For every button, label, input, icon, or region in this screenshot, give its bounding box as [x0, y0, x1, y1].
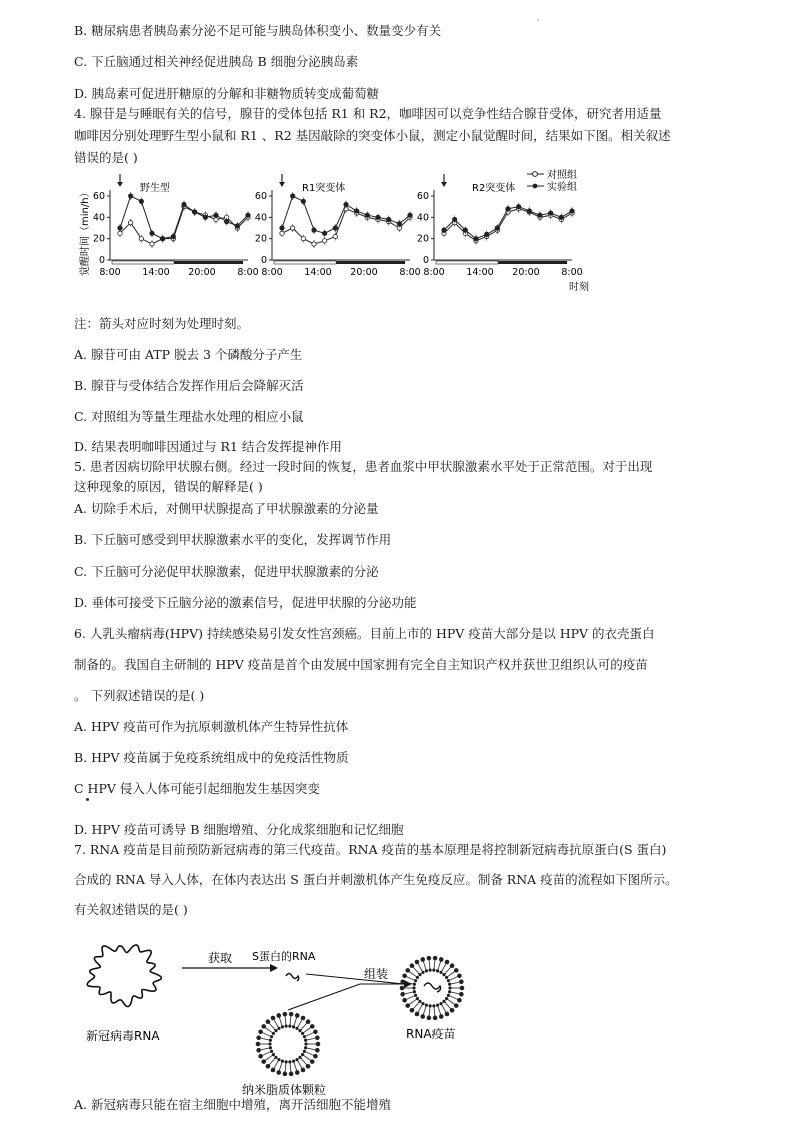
- legend-experiment-marker: [533, 184, 538, 189]
- x-tick-label: 14:00: [466, 267, 494, 278]
- data-point: [506, 207, 510, 211]
- q7-stem-3: 有关叙述错误的是( ): [74, 902, 188, 917]
- y-tick-label: 60: [416, 191, 429, 202]
- data-point: [301, 236, 305, 240]
- q7-option-a: A. 新冠病毒只能在宿主细胞中增殖，离开活细胞不能增殖: [74, 1097, 391, 1112]
- x-tick-label: 8:00: [423, 267, 445, 278]
- lipid-nanoparticle: [256, 1012, 321, 1076]
- q3-option-b: B. 糖尿病患者胰岛素分泌不足可能与胰岛体积变小、数量变少有关: [74, 23, 442, 38]
- x-tick-label: 14:00: [304, 267, 332, 278]
- q6-option-c: C HPV 侵入人体可能引起细胞发生基因突变: [74, 781, 320, 796]
- virus-rna-label: 新冠病毒RNA: [86, 1029, 160, 1043]
- data-point: [474, 236, 478, 240]
- q5-stem-2: 这种现象的原因，错误的解释是( ): [74, 479, 263, 494]
- data-point: [463, 228, 467, 232]
- q5-option-b: B. 下丘脑可感受到甲状腺激素水平的变化，发挥调节作用: [74, 532, 392, 547]
- x-tick-label: 8:00: [237, 267, 259, 278]
- q6-stem-2: 制备的。我国自主研制的 HPV 疫苗是首个由发展中国家拥有完全自主知识产权并获世卫组织认可的疫苗: [74, 657, 648, 672]
- panel-title: R1突变体: [302, 183, 346, 194]
- y-tick-label: 0: [260, 255, 267, 266]
- y-axis-label: 觉醒时间（min/h）: [80, 187, 91, 276]
- assemble-label: 组装: [364, 967, 389, 981]
- y-tick-label: 60: [254, 191, 267, 202]
- data-point: [408, 213, 412, 217]
- q4-stem-2: 咖啡因分别处理野生型小鼠和 R1 、R2 基因敲除的突变体小鼠，测定小鼠觉醒时间，结果如下图。相关叙述: [74, 128, 671, 143]
- x-tick-label: 8:00: [261, 267, 283, 278]
- data-point: [495, 226, 499, 230]
- q3-option-d: D. 胰岛素可促进肝糖原的分解和非糖物质转变成葡萄糖: [74, 86, 380, 101]
- data-point: [516, 204, 520, 208]
- data-point: [386, 217, 390, 221]
- data-point: [312, 228, 316, 232]
- virus-rna-strand: [87, 945, 161, 1007]
- data-point: [397, 222, 401, 226]
- data-point: [322, 231, 326, 235]
- data-point: [150, 242, 154, 246]
- q4-option-a: A. 腺苷可由 ATP 脱去 3 个磷酸分子产生: [74, 347, 303, 362]
- data-point: [376, 215, 380, 219]
- data-point: [322, 239, 326, 243]
- scan-mark: ': [537, 18, 540, 27]
- data-point: [333, 226, 337, 230]
- q6-stem-1: 6. 人乳头瘤病毒(HPV) 持续感染易引发女性宫颈癌。目前上市的 HPV 疫苗大部分是以 HPV 的衣壳蛋白: [74, 626, 655, 641]
- data-point: [484, 232, 488, 236]
- q4-option-d: D. 结果表明咖啡因通过与 R1 结合发挥提神作用: [74, 439, 342, 454]
- data-point: [139, 236, 143, 240]
- q6-option-a: A. HPV 疫苗可作为抗原刺激机体产生特异性抗体: [74, 719, 349, 734]
- s-rna-fragment: [286, 974, 299, 982]
- q4-stem-1: 4. 腺苷是与睡眠有关的信号，腺苷的受体包括 R1 和 R2，咖啡因可以竞争性结合腺苷受体，研究者用适量: [74, 106, 662, 121]
- legend-control-marker: [533, 172, 538, 177]
- y-tick-label: 20: [254, 233, 267, 245]
- rna-vaccine-label: RNA疫苗: [406, 1027, 456, 1041]
- figure-note: 注：箭头对应时刻为处理时刻。: [74, 316, 250, 331]
- x-tick-label: 14:00: [142, 267, 170, 278]
- data-point: [290, 226, 294, 230]
- data-point: [235, 224, 239, 228]
- q7-stem-1: 7. RNA 疫苗是目前预防新冠病毒的第三代疫苗。RNA 疫苗的基本原理是将控制新冠病毒抗原蛋白(S 蛋白): [74, 842, 667, 857]
- q7-stem-2: 合成的 RNA 导入人体，在体内表达出 S 蛋白并刺激机体产生免疫反应。制备 RNA 疫苗的流程如下图所示。: [74, 872, 678, 887]
- q5-option-c: C. 下丘脑可分泌促甲状腺激素，促进甲状腺激素的分泌: [74, 564, 379, 579]
- panel-2: [255, 174, 421, 278]
- y-tick-label: 40: [254, 212, 267, 224]
- q5-option-d: D. 垂体可接受下丘脑分泌的激素信号，促进甲状腺的分泌功能: [74, 595, 417, 610]
- data-point: [118, 226, 122, 230]
- data-point: [570, 209, 574, 213]
- panel-1: [93, 174, 259, 278]
- legend-control-label: 对照组: [547, 170, 577, 181]
- data-point: [548, 211, 552, 215]
- q6-option-d: D. HPV 疫苗可诱导 B 细胞增殖、分化成浆细胞和记忆细胞: [74, 822, 404, 837]
- y-tick-label: 40: [416, 212, 429, 224]
- q4-stem-3: 错误的是( ): [74, 150, 138, 165]
- chart-legend: [527, 168, 577, 193]
- x-axis-label: 时刻: [569, 282, 589, 293]
- data-point: [365, 213, 369, 217]
- rna-vaccine-diagram: [74, 932, 494, 1102]
- y-tick-label: 60: [92, 191, 105, 202]
- data-point: [128, 194, 132, 198]
- q6-option-b: B. HPV 疫苗属于免疫系统组成中的免疫活性物质: [74, 750, 349, 765]
- y-tick-label: 0: [422, 255, 429, 266]
- data-point: [128, 220, 132, 224]
- data-point: [354, 209, 358, 213]
- stray-dot: [86, 798, 89, 801]
- x-tick-label: 8:00: [399, 267, 421, 278]
- x-tick-label: 20:00: [512, 267, 540, 278]
- data-point: [203, 215, 207, 219]
- panel-title: 野生型: [140, 183, 170, 194]
- data-point: [139, 199, 143, 203]
- data-point: [333, 234, 337, 238]
- legend-experiment-label: 实验组: [547, 182, 577, 193]
- data-point: [224, 219, 228, 223]
- data-point: [280, 226, 284, 230]
- q6-stem-3: 。 下列叙述错误的是( ): [74, 688, 205, 703]
- x-tick-label: 8:00: [99, 267, 121, 278]
- y-tick-label: 40: [92, 212, 105, 224]
- x-tick-label: 20:00: [188, 267, 216, 278]
- data-point: [290, 194, 294, 198]
- q3-option-c: C. 下丘脑通过相关神经促进胰岛 B 细胞分泌胰岛素: [74, 54, 359, 69]
- data-point: [452, 217, 456, 221]
- rna-vaccine-particle: [400, 956, 465, 1020]
- data-point: [171, 234, 175, 238]
- get-label: 获取: [208, 951, 233, 965]
- data-point: [182, 202, 186, 206]
- data-point: [442, 228, 446, 232]
- q5-option-a: A. 切除手术后，对侧甲状腺提高了甲状腺激素的分泌量: [74, 501, 379, 516]
- y-tick-label: 0: [98, 255, 105, 266]
- data-point: [301, 199, 305, 203]
- q4-option-b: B. 腺苷与受体结合发挥作用后会降解灭活: [74, 378, 304, 393]
- q4-option-c: C. 对照组为等量生理盐水处理的相应小鼠: [74, 409, 304, 424]
- lipid-nanoparticle-label: 纳米脂质体颗粒: [242, 1083, 327, 1097]
- x-tick-label: 20:00: [350, 267, 378, 278]
- q5-stem-1: 5. 患者因病切除甲状腺右侧。经过一段时间的恢复，患者血浆中甲状腺激素水平处于正常范围。对于出现: [74, 459, 653, 474]
- data-point: [312, 242, 316, 246]
- y-tick-label: 20: [416, 233, 429, 245]
- data-point: [538, 213, 542, 217]
- s-protein-rna-label: S蛋白的RNA: [252, 950, 316, 963]
- data-point: [160, 236, 164, 240]
- data-point: [150, 231, 154, 235]
- y-tick-label: 20: [92, 233, 105, 245]
- x-tick-label: 8:00: [561, 267, 583, 278]
- data-point: [246, 213, 250, 217]
- data-point: [214, 213, 218, 217]
- data-point: [192, 210, 196, 214]
- wake-time-chart: [72, 168, 632, 293]
- data-point: [344, 202, 348, 206]
- data-point: [559, 215, 563, 219]
- panel-title: R2突变体: [472, 183, 516, 194]
- data-point: [527, 209, 531, 213]
